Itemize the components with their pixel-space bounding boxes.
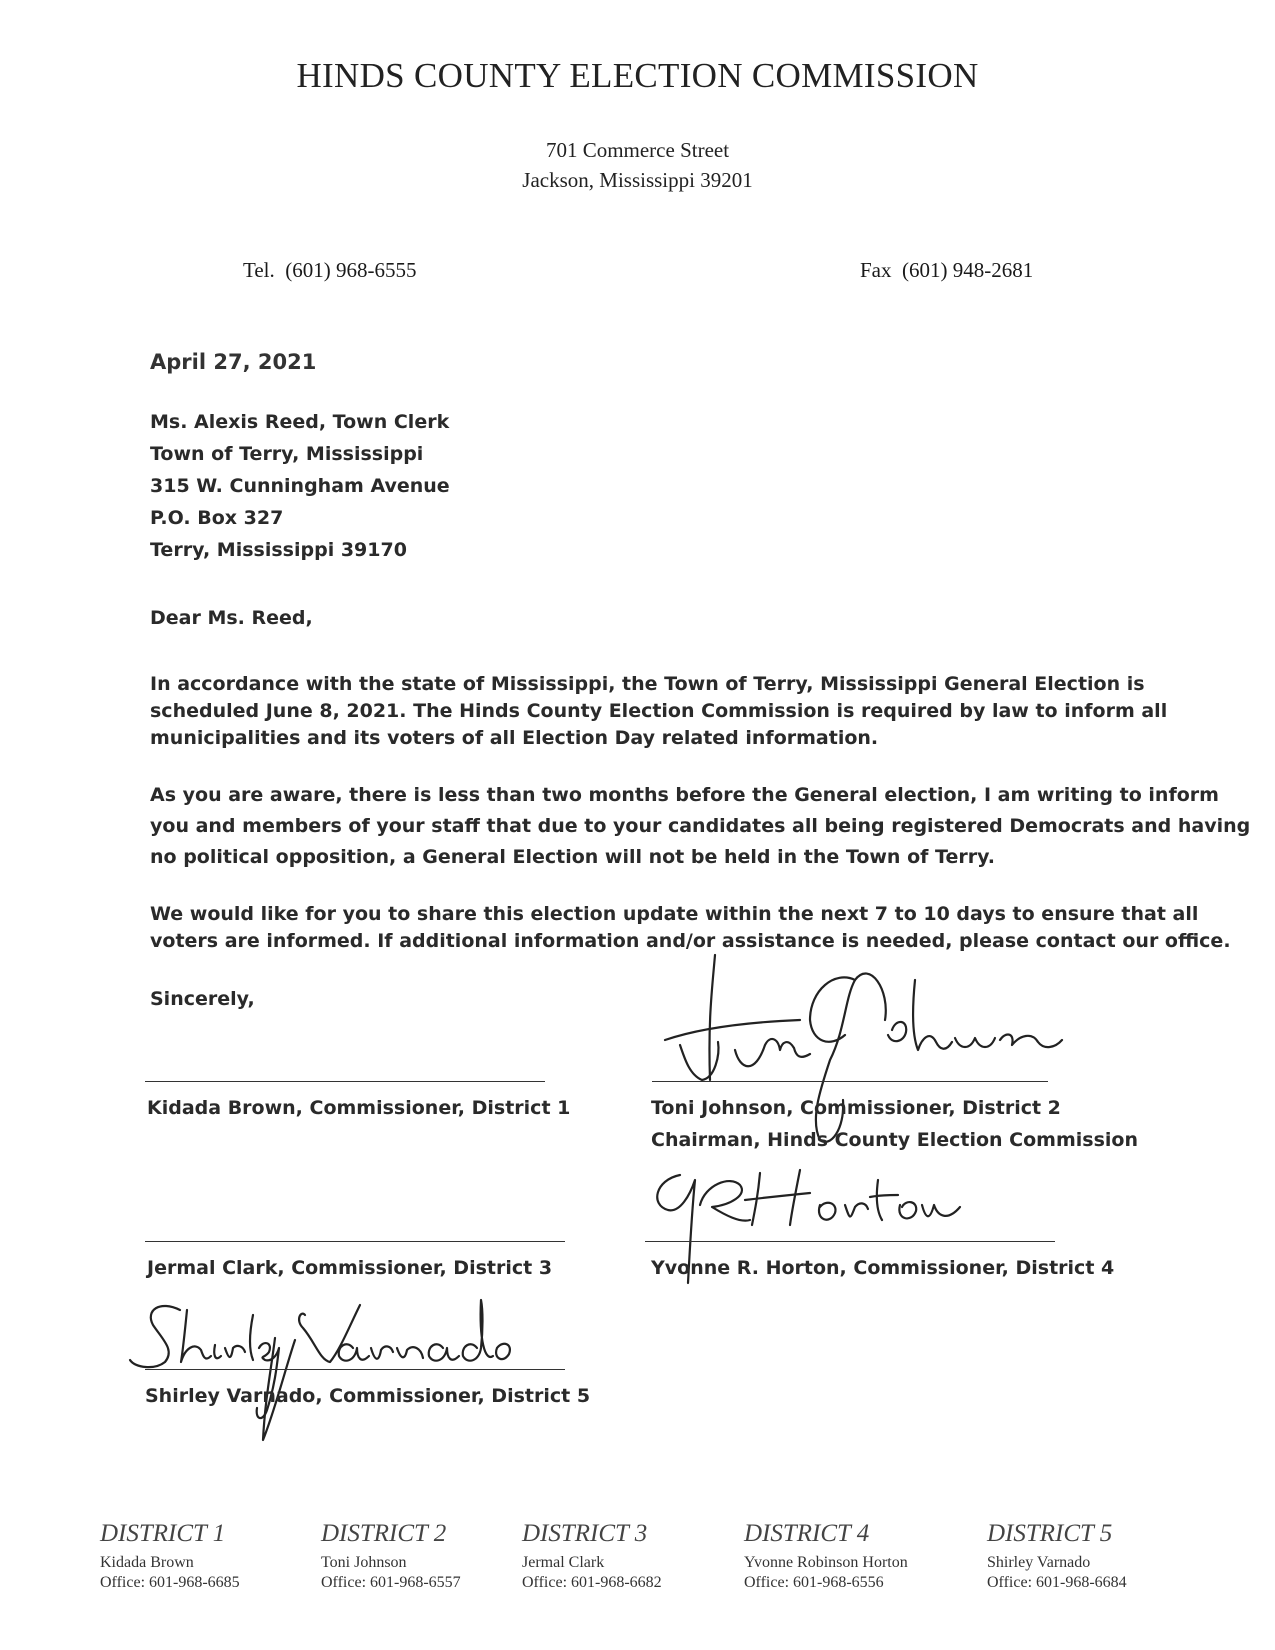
- paragraph-1-line-2: scheduled June 8, 2021. The Hinds County Election Commission is required by law to inform all: [150, 700, 1168, 722]
- signature-line-district-3: [145, 1241, 565, 1242]
- recipient-line-3: 315 W. Cunningham Avenue: [150, 475, 450, 497]
- footer-district-office-phone: Office: 601-968-6557: [321, 1574, 461, 1591]
- closing: Sincerely,: [150, 988, 255, 1010]
- recipient-line-5: Terry, Mississippi 39170: [150, 539, 407, 561]
- footer-district-commissioner: Jermal Clark: [522, 1554, 605, 1571]
- footer-district-office-phone: Office: 601-968-6685: [100, 1574, 240, 1591]
- footer-district-office-phone: Office: 601-968-6684: [987, 1574, 1127, 1591]
- letterhead-title: HINDS COUNTY ELECTION COMMISSION: [296, 56, 979, 95]
- footer-district-5: [987, 1520, 1127, 1592]
- footer-district-commissioner: Kidada Brown: [100, 1554, 194, 1571]
- paragraph-1: [150, 673, 1168, 754]
- footer-district-label: DISTRICT 1: [100, 1520, 226, 1547]
- signer-title-district-2: Chairman, Hinds County Election Commission: [651, 1129, 1138, 1151]
- footer-district-2: [321, 1520, 461, 1592]
- signer-name-district-2: Toni Johnson, Commissioner, District 2: [651, 1097, 1061, 1119]
- signature-toni-johnson: [660, 950, 1080, 1150]
- paragraph-1-line-1: In accordance with the state of Mississippi, the Town of Terry, Mississippi General Election is: [150, 673, 1145, 695]
- footer-district-label: DISTRICT 5: [987, 1520, 1113, 1547]
- paragraph-1-line-3: municipalities and its voters of all Election Day related information.: [150, 727, 879, 749]
- footer-district-label: DISTRICT 3: [522, 1520, 648, 1547]
- signer-name-district-4: Yvonne R. Horton, Commissioner, District 4: [651, 1257, 1115, 1279]
- footer-district-office-phone: Office: 601-968-6682: [522, 1574, 662, 1591]
- footer-district-commissioner: Shirley Varnado: [987, 1554, 1091, 1571]
- telephone-number: Tel. (601) 968-6555: [243, 258, 417, 282]
- paragraph-2-line-3: no political opposition, a General Election will not be held in the Town of Terry.: [150, 846, 995, 868]
- address-street: 701 Commerce Street: [545, 138, 730, 162]
- paragraph-3-line-2: voters are informed. If additional information and/or assistance is needed, please contact our office.: [150, 930, 1231, 952]
- footer-district-4: [744, 1520, 908, 1592]
- signature-line-district-2: [652, 1081, 1048, 1082]
- signature-line-district-5: [145, 1369, 565, 1370]
- signature-line-district-4: [645, 1241, 1055, 1242]
- letter-date: April 27, 2021: [150, 350, 317, 374]
- paragraph-2-line-2: you and members of your staff that due to your candidates all being registered Democrats and having: [150, 815, 1251, 837]
- paragraph-3: [150, 903, 1231, 957]
- footer-district-commissioner: Yvonne Robinson Horton: [744, 1554, 908, 1571]
- signature-line-district-1: [145, 1081, 545, 1082]
- paragraph-3-line-1: We would like for you to share this election update within the next 7 to 10 days to ensure that all: [150, 903, 1199, 925]
- salutation: Dear Ms. Reed,: [150, 607, 313, 629]
- footer-district-3: [522, 1520, 662, 1592]
- fax-number: Fax (601) 948-2681: [860, 258, 1034, 282]
- footer-district-label: DISTRICT 2: [321, 1520, 447, 1547]
- footer-district-office-phone: Office: 601-968-6556: [744, 1574, 884, 1591]
- recipient-line-4: P.O. Box 327: [150, 507, 284, 529]
- paragraph-2-line-1: As you are aware, there is less than two months before the General election, I am writing to inform: [150, 784, 1219, 806]
- footer-district-commissioner: Toni Johnson: [321, 1554, 407, 1571]
- signer-name-district-3: Jermal Clark, Commissioner, District 3: [147, 1257, 553, 1279]
- signer-name-district-1: Kidada Brown, Commissioner, District 1: [147, 1097, 571, 1119]
- recipient-line-1: Ms. Alexis Reed, Town Clerk: [150, 411, 450, 433]
- signature-shirley-varnado: [125, 1290, 525, 1445]
- footer-district-1: [100, 1520, 240, 1592]
- paragraph-2: [150, 784, 1251, 873]
- recipient-line-2: Town of Terry, Mississippi: [150, 443, 424, 465]
- signer-name-district-5: Shirley Varnado, Commissioner, District 5: [145, 1385, 591, 1407]
- footer-district-label: DISTRICT 4: [744, 1520, 870, 1547]
- address-city: Jackson, Mississippi 39201: [522, 168, 753, 192]
